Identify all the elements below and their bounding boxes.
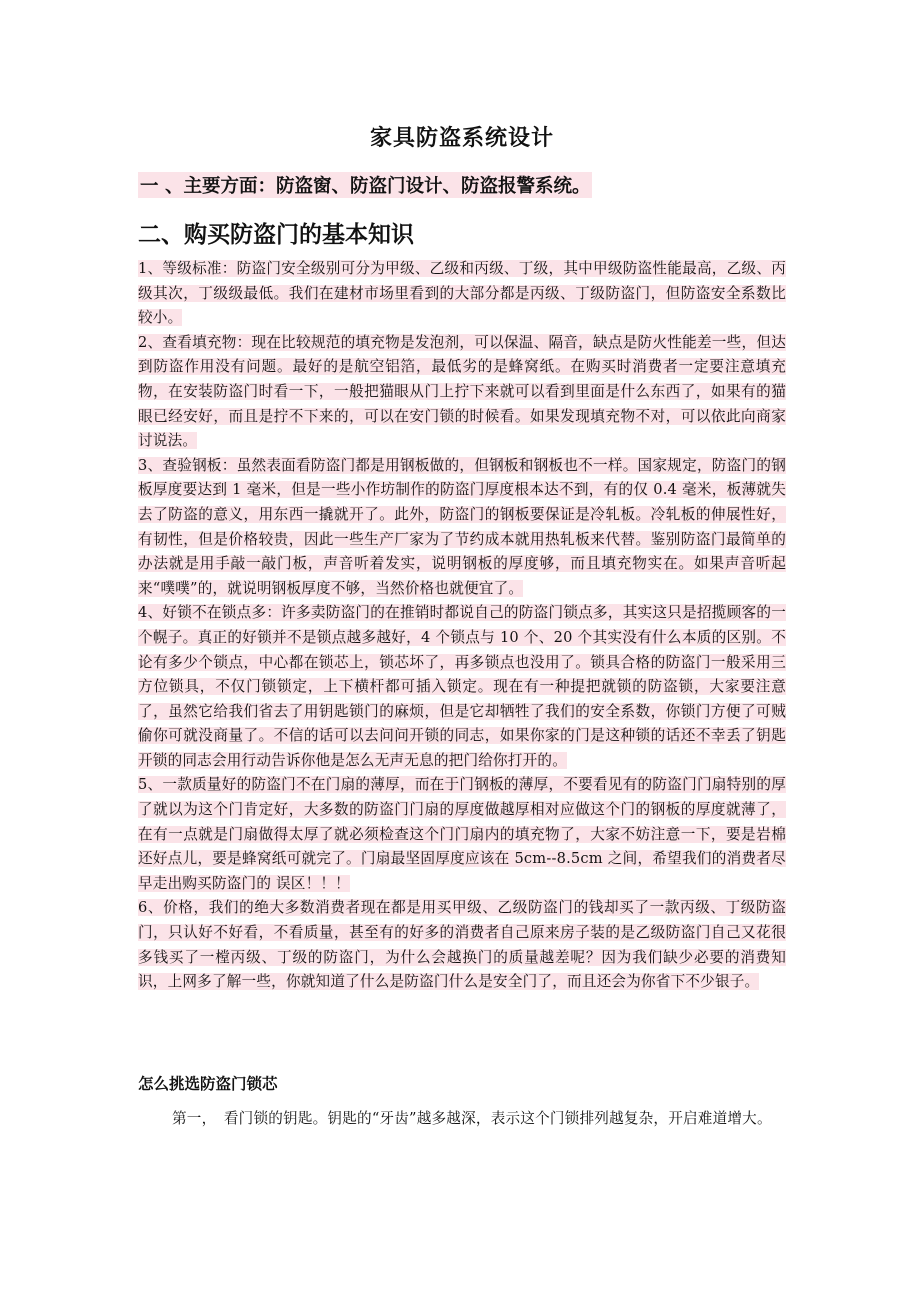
paragraph-3 — [138, 454, 786, 602]
paragraph-3-text: 3、查验钢板：虽然表面看防盗门都是用钢板做的，但钢板和钢板也不一样。国家规定，防盗门的钢板厚度要达到 1 毫米，但是一些小作坊制作的防盗门厚度根本达不到，有的仅 0.4 毫米，板薄就失去了防盗的意义，用东西一撬就开了。此外，防盗门的钢板要保证是冷轧板。冷轧板的伸展性好，有韧性，但是价格较贵，因此一些生产厂家为了节约成本就用热轧板来代替。鉴别防盗门最简单的办法就是用手敲一敲门板，声音听着发实，说明钢板的厚度够，而且填充物实在。如果声音听起来“噗噗”的，就说明钢板厚度不够，当然价格也就便宜了。 — [138, 456, 786, 597]
paragraph-1-text: 1、等级标准：防盗门安全级别可分为甲级、乙级和丙级、丁级，其中甲级防盗性能最高，乙级、丙级其次，丁级级最低。我们在建材市场里看到的大部分都是丙级、丁级防盗门，但防盗安全系数比较小。 — [138, 260, 786, 327]
paragraph-5 — [138, 773, 786, 896]
paragraph-4-text: 4、好锁不在锁点多：许多卖防盗门的在推销时都说自己的防盗门锁点多，其实这只是招揽顾客的一个幌子。真正的好锁并不是锁点越多越好，4 个锁点与 10 个、20 个其实没有什么本质的区别。不论有多少个锁点，中心都在锁芯上，锁芯坏了，再多锁点也没用了。锁具合格的防盗门一般采用三方位锁具，不仅门锁锁定，上下横杆都可插入锁定。现在有一种提把就锁的防盗锁，大家要注意了，虽然它给我们省去了用钥匙锁门的麻烦，但是它却牺牲了我们的安全系数，你锁门方便了可贼偷你可就没商量了。不信的话可以去问问开锁的同志，如果你家的门是这种锁的话还不幸丢了钥匙开锁的同志会用行动告诉你他是怎么无声无息的把门给你打开的。 — [138, 604, 786, 769]
paragraph-2 — [138, 331, 786, 454]
section-heading-3: 怎么挑选防盗门锁芯 — [138, 1075, 278, 1093]
lock-paragraph-1: 第一， 看门锁的钥匙。钥匙的“牙齿”越多越深，表示这个门锁排列越复杂，开启难道增大。 — [172, 1110, 772, 1127]
section-heading-2: 二、购买防盗门的基本知识 — [138, 222, 414, 248]
paragraph-1 — [138, 257, 786, 331]
paragraph-4 — [138, 601, 786, 773]
paragraph-6 — [138, 896, 786, 994]
paragraph-5-text: 5、一款质量好的防盗门不在门扇的薄厚，而在于门钢板的薄厚，不要看见有的防盗门门扇特别的厚了就以为这个门肯定好，大多数的防盗门门扇的厚度做越厚相对应做这个门的钢板的厚度就薄了，在有一点就是门扇做得太厚了就必须检查这个门门扇内的填充物了，大家不妨注意一下，要是岩棉还好点儿，要是蜂窝纸可就完了。门扇最坚固厚度应该在 5cm--8.5cm 之间，希望我们的消费者尽早走出购买防盗门的 误区！！！ — [138, 776, 786, 892]
paragraph-6-text: 6、价格，我们的绝大多数消费者现在都是用买甲级、乙级防盗门的钱却买了一款丙级、丁级防盗门，只认好不好看，不看质量，甚至有的好多的消费者自己原来房子装的是乙级防盗门自己又花很多钱买了一樘丙级、丁级的防盗门，为什么会越换门的质量越差呢？因为我们缺少必要的消费知识，上网多了解一些，你就知道了什么是防盗门什么是安全门了，而且还会为你省下不少银子。 — [138, 899, 786, 991]
document-title: 家具防盗系统设计 — [369, 126, 554, 151]
section-heading-1: 一 、主要方面：防盗窗、防盗门设计、防盗报警系统。 — [138, 172, 592, 198]
body-paragraphs — [138, 257, 786, 995]
paragraph-2-text: 2、查看填充物：现在比较规范的填充物是发泡剂，可以保温、隔音，缺点是防火性能差一些，但达到防盗作用没有问题。最好的是航空铝箔，最低劣的是蜂窝纸。在购买时消费者一定要注意填充物，在安装防盗门时看一下，一般把猫眼从门上拧下来就可以看到里面是什么东西了，如果有的猫眼已经安好，而且是拧不下来的，可以在安门锁的时候看。如果发现填充物不对，可以依此向商家讨说法。 — [138, 333, 786, 450]
